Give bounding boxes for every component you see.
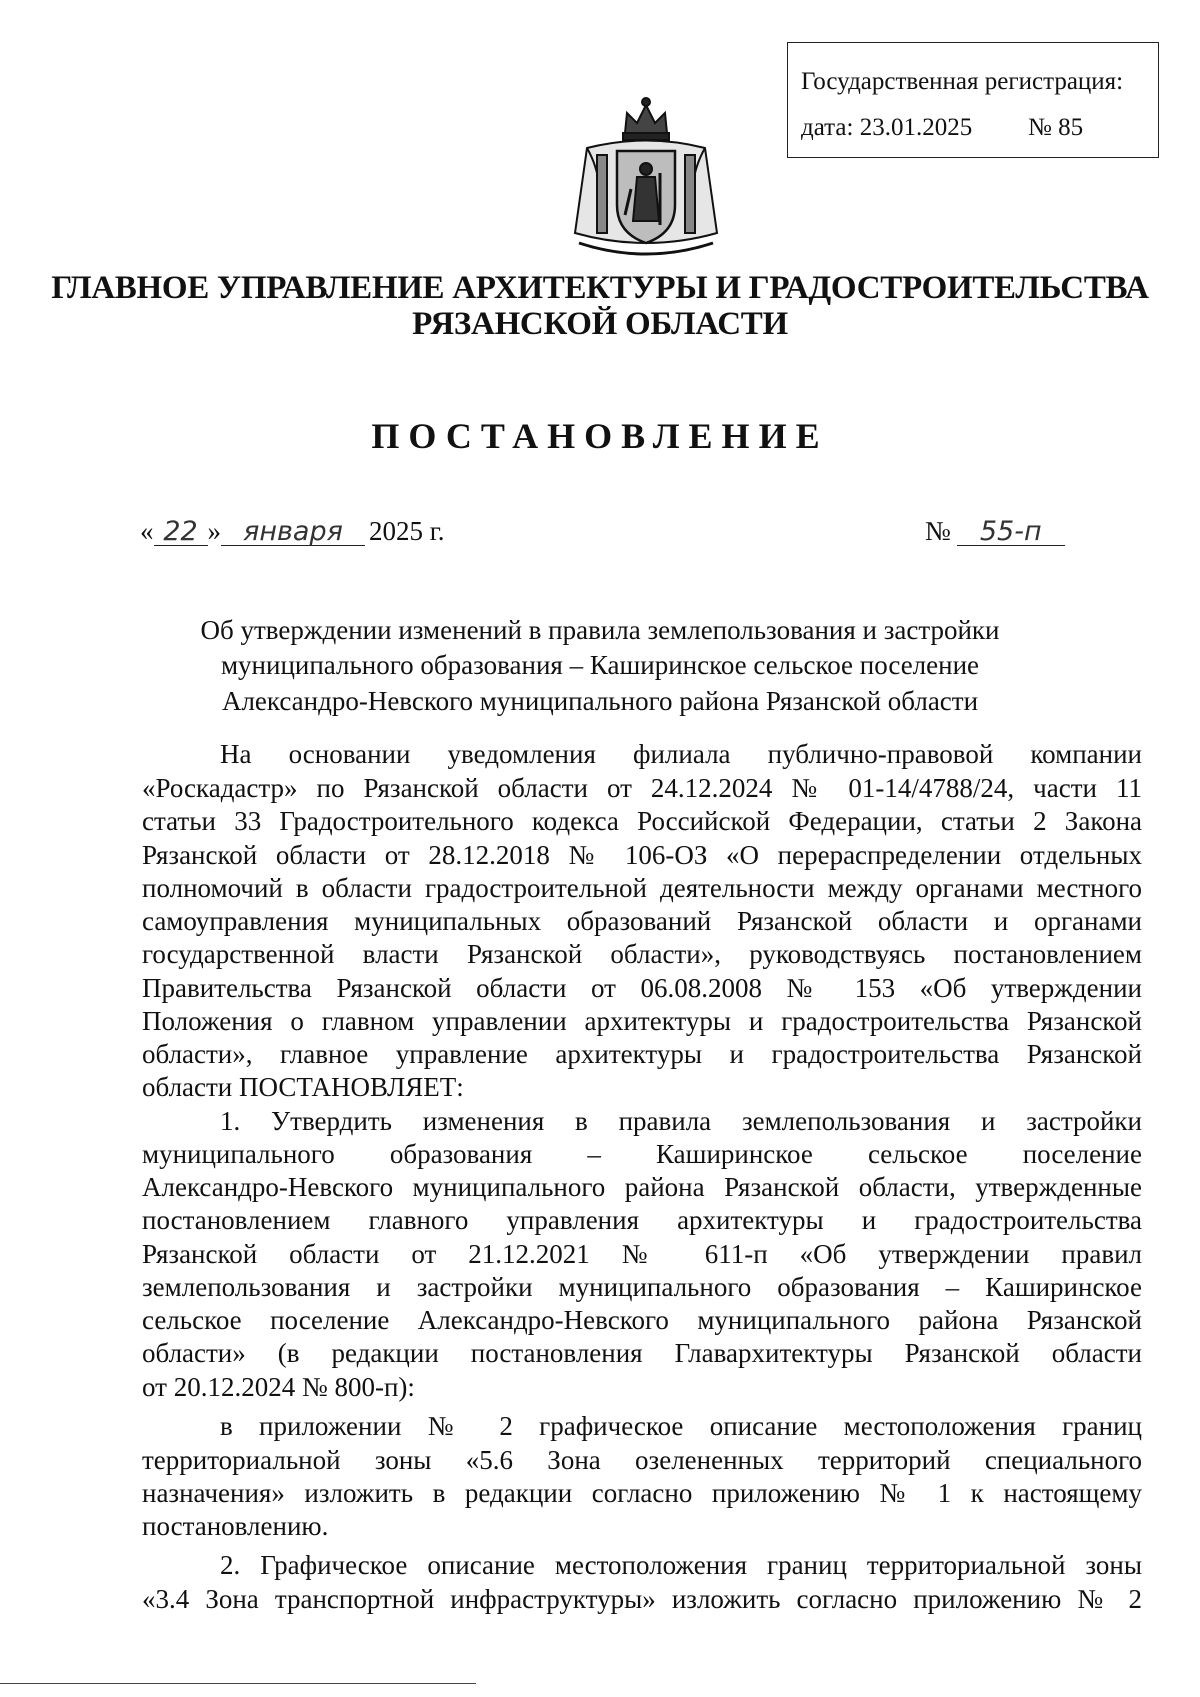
body-line: области ПОСТАНОВЛЯЕТ: <box>142 1072 464 1102</box>
body-line: землепользования и застройки муниципального образования – Каширинское <box>142 1272 1142 1302</box>
body-line: области», главное управление архитектуры и градостроительства Рязанской <box>142 1039 1142 1069</box>
document-date <box>140 516 445 547</box>
body-line: полномочий в области градостроительной деятельности между органами местного <box>142 873 1142 903</box>
date-day: 22 <box>154 518 208 546</box>
body-line: в приложении № 2 графическое описание местоположения границ <box>220 1411 1142 1441</box>
document-number <box>925 516 1065 547</box>
body-line: сельское поселение Александро-Невского муниципального района Рязанской <box>142 1305 1142 1335</box>
date-year: 2025 г. <box>369 516 445 546</box>
registration-date: дата: 23.01.2025 <box>801 114 973 141</box>
agency-name-line2: РЯЗАНСКОЙ ОБЛАСТИ <box>412 306 788 342</box>
body-line: назначения» изложить в редакции согласно приложению № 1 к настоящему <box>142 1478 1142 1508</box>
body-line: Александро-Невского муниципального района Рязанской области, утвержденные <box>142 1172 1142 1202</box>
page-bottom-rule <box>0 1683 476 1684</box>
ryazan-coat-of-arms-icon <box>567 93 725 263</box>
body-line: Положения о главном управлении архитектуры и градостроительства Рязанской <box>142 1006 1142 1036</box>
body-line: от 20.12.2024 № 800-п): <box>142 1372 415 1402</box>
number-value: 55-п <box>957 518 1065 546</box>
body-line: самоуправления муниципальных образований Рязанской области и органами <box>142 906 1142 936</box>
registration-title: Государственная регистрация: <box>801 68 1124 95</box>
subject-line: муниципального образования – Каширинское сельское поселение <box>220 650 980 680</box>
body-line: На основании уведомления филиала публично-правовой компании <box>220 739 1142 769</box>
subject-line: Александро-Невского муниципального района Рязанской области <box>221 686 979 716</box>
body-line: «3.4 Зона транспортной инфраструктуры» изложить согласно приложению № 2 <box>142 1584 1142 1614</box>
body-line: Правительства Рязанской области от 06.08.2008 № 153 «Об утверждении <box>142 973 1142 1003</box>
date-close-quote: » <box>207 516 221 546</box>
body-line: постановлением главного управления архитектуры и градостроительства <box>142 1205 1142 1235</box>
body-line: Рязанской области от 21.12.2021 № 611-п «Об утверждении правил <box>142 1239 1142 1269</box>
body-line: области» (в редакции постановления Главархитектуры Рязанской области <box>142 1338 1142 1368</box>
body-line: статьи 33 Градостроительного кодекса Российской Федерации, статьи 2 Закона <box>142 806 1142 836</box>
document-type-title: ПОСТАНОВЛЕНИЕ <box>371 416 829 456</box>
body-line: «Роскадастр» по Рязанской области от 24.12.2024 № 01-14/4788/24, части 11 <box>142 773 1142 803</box>
subject-line: Об утверждении изменений в правила землепользования и застройки <box>200 615 1000 645</box>
body-line: постановлению. <box>142 1511 329 1541</box>
registration-number: № 85 <box>1028 114 1084 141</box>
date-open-quote: « <box>140 516 154 546</box>
body-line: государственной власти Рязанской области», руководствуясь постановлением <box>142 939 1142 969</box>
body-line: муниципального образования – Каширинское сельское поселение <box>142 1139 1142 1169</box>
body-line: 1. Утвердить изменения в правила землепользования и застройки <box>220 1106 1142 1136</box>
body-line: Рязанской области от 28.12.2018 № 106-ОЗ «О перераспределении отдельных <box>142 840 1142 870</box>
number-label: № <box>925 516 951 546</box>
agency-name-line1: ГЛАВНОЕ УПРАВЛЕНИЕ АРХИТЕКТУРЫ И ГРАДОСТРОИТЕЛЬСТВА <box>51 270 1149 306</box>
body-line: территориальной зоны «5.6 Зона озелененных территорий специального <box>142 1445 1142 1475</box>
registration-stamp <box>787 42 1159 158</box>
date-month: января <box>221 518 365 546</box>
body-line: 2. Графическое описание местоположения границ территориальной зоны <box>220 1550 1142 1580</box>
